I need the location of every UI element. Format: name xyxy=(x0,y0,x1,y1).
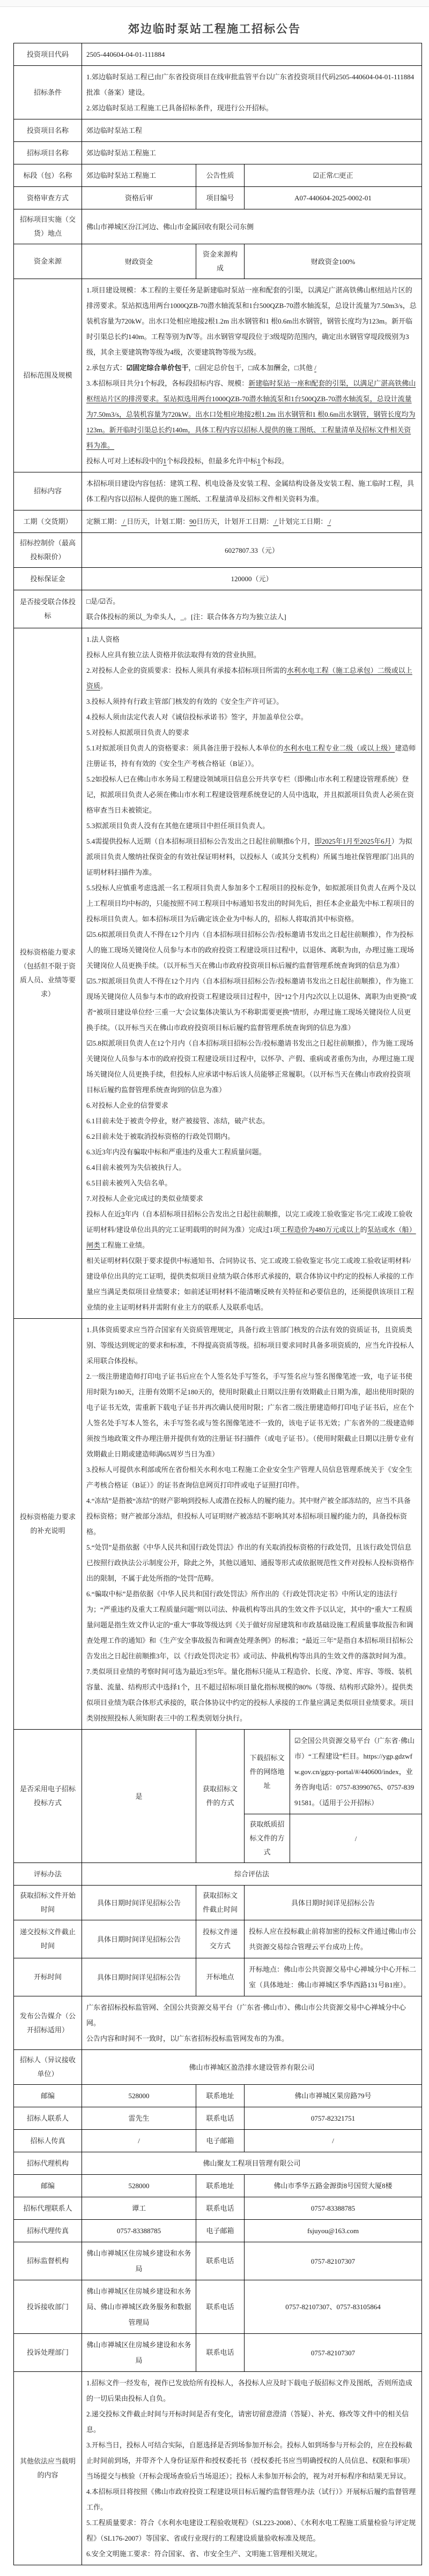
paragraph: 公告内容和时间不一致时，以广东省招标投标监管网发布的为准。 xyxy=(86,2034,289,2042)
table-row xyxy=(14,43,422,66)
consortium-bidding-label: 是否接受联合体投标 xyxy=(14,590,82,628)
paragraph: 6.2目前未处于被取消投标资格的行政处罚期内。 xyxy=(86,1132,235,1140)
tenderer-address-value: 佛山市禅城区果房路79号 xyxy=(245,2085,422,2107)
tender-content-value: 本招标项目建设内容包括：建筑工程、机电设备及安装工程、金属结构设备及安装工程、施工临时工程，具体工程内容以招标人提供的施工图纸、工程量清单及招标文件相关资料为准。 xyxy=(82,472,422,510)
tenderer-postcode-value: 528000 xyxy=(82,2085,196,2107)
bid-opening-location-label: 开标地点 xyxy=(196,1958,245,1996)
paragraph: 5.2如投标人已在佛山市水务局工程建设领域项目信息公开共享专栏（即佛山市水利工程建设管理系统）登记，拟派项目负责人必须在佛山市水利工程建设管理系统登记的人员中选取，并且拟派项目负责人必须在资格审查当日未被锁定。 xyxy=(86,775,415,814)
supervision-agency-value: 佛山市禅城区住房城乡建设和水务局 xyxy=(82,2242,196,2280)
tenderer-fax-value: / xyxy=(82,2130,196,2152)
paragraph: ☑5.7拟派项目负责人不得在12个月内（自本招标项目招标公告/投标邀请书发出之日起往前顺推），作为施工现场关键岗位人员参与本市的政府投资工程建设项目过程中，因“12个月内2次以上以退休、离职为由更换”或者“被项目建设单位经‘三重一大’会议集体决策认为不称职需要更换”情形，办理过施工现场关键岗位人员更换手续。（以开标当天在佛山市政府投资项目标后履约监督管理系统查询到的信息为准） xyxy=(86,977,417,1032)
table-row xyxy=(14,2334,422,2372)
agency-postcode-value: 528000 xyxy=(82,2175,196,2197)
announcement-media-label: 发布公告媒介（公开招标适用） xyxy=(14,1996,82,2050)
paragraph: 5.对投标人拟派项目负责人的要求 xyxy=(86,729,189,737)
tender-conditions-label: 招标条件 xyxy=(14,66,82,119)
bidder-qualification-requirements-label: 投标资格能力要求（包括但不限于资质人员、业绩等要求） xyxy=(14,628,82,1319)
paragraph: 3.开标当日，投标人可结合实际，自愿选择是否到场参加开标会。投标人如到场参与开标会的，应在投标截止时间前到场，并带齐个人身份证原件和授权委托书（授权委托书应当明确授权的人员信息、权限和事项）当场提交与核验（开标会现场查验后当场退还）；投标人未参加开标会的，视为对开标程序和结果无异议。 xyxy=(86,2441,415,2480)
table-row xyxy=(14,187,422,209)
paragraph: 5.1对拟派项目负责人的资格要求：须具备注册于投标人本单位的水利水电工程专业二级（或以上级）建造师注册证书，持有有效的《安全生产考核合格证（B证）》。 xyxy=(86,744,416,768)
tenderer-phone-value: 0757-82321751 xyxy=(245,2107,422,2130)
agency-address-value: 佛山市季华五路金源街8号国贸大厦8楼 xyxy=(245,2175,422,2197)
doc-acquisition-start-time-value: 具体日期时间详见招标公告 xyxy=(82,1886,196,1920)
paragraph: 2.一级注册建造师打印电子证书后应在个人签名处手写签名，手写签名应与签名图像笔迹一致，电子证书使用时限为180天，注册有效期不足180天的，使用时限截止日期以注册有效期截止日期为准，超出使用时限的电子证书无效，需重新下载电子证书并再次确认使用时限；广东省二级注册建造师打印电子证书后，应在个人签名处手写本人签名，未手写签名或与签名图像笔迹不一致的，该电子证书无效；广东省外的二级建造师须按当地政策文件办理注册并提供有效的注册证书扫描件（或电子证书）。（使用时限截止日期以注册专业有效期截止日期或建造师满65周岁当日为准） xyxy=(86,1372,415,1458)
paragraph: 7.对投标人企业完成过的类似业绩要求 xyxy=(86,1195,203,1203)
paragraph: 7.类似项目业绩的考察时间可选为最近3至5年。量化指标只能从工程造价、长度、净宽、库容、等级、装机容量、流量、结构形式中选择1个，且不超过招标项目量化指标规模的80%（等级、结构形式除外）。提供类似项目业绩为联合体形式承接的，联合体协议中约定的投标人承接的工作量应满足类似项目业绩要求。项目类别按照投标人须知附表三中的工程类别划分执行。 xyxy=(86,1668,415,1722)
bid-submission-method-value: 投标人应在投标截止前将加密的投标文件通过佛山市公共资源交易综合管理云平台成功上传。 xyxy=(245,1920,422,1958)
tenderer-email-value: / xyxy=(245,2130,422,2152)
agency-phone-label: 联系电话 xyxy=(196,2197,245,2220)
electronic-bidding-value: 是 xyxy=(82,1730,196,1863)
paragraph: 3.本招标项目共分1个标段，各标段招标内容、规模：新建临时泵站一座和配套的引渠，以满足广湛高铁佛山枢纽站片区的排涝要求。泵站拟选用两台1000QZB-70潜水轴流泵和1台500QZB-70潜水轴流泵，总设计流量为7.50m3/s，总装机容量为720kW。出水口处相应地接2根1.2m 出水钢管和1 根0.6m出水钢管，钢管长度均为123m。新开临时引渠总长约140m，具体工程内容以招标人提供的施工图纸、工程量清单及招标文件相关资料为准。 xyxy=(86,379,416,449)
download-url-value: ☑全国公共资源交易平台（广东省·佛山市）“工程建设”栏目。https://ygp.gdzwfw.gov.cn/ggzy-portal/#/440600/index，业务咨询电话：0757-83990765、0757-83991581。（适用于公开招标） xyxy=(290,1730,422,1814)
announcement-media-value xyxy=(82,1996,422,2050)
funding-source-composition-value: 财政资金100% xyxy=(245,244,422,279)
paragraph: □是/☑否。 xyxy=(86,597,120,605)
table-row xyxy=(14,2152,422,2175)
page-top-strip xyxy=(0,0,429,7)
paragraph: 联合体投标的须以_为牵头人，_。[注：联合体各方均为独立法人] xyxy=(86,613,286,621)
paragraph: 6.对投标人企业的信誉要求 xyxy=(86,1101,168,1109)
section-package-name-label: 标段（包）名称 xyxy=(14,164,82,187)
complaint-handling-dept-value: 佛山市禅城区住房城乡建设和水务局 xyxy=(82,2334,196,2372)
paragraph: 3.投标人须持有行政主管部门核发的有效的《安全生产许可证》。 xyxy=(86,697,284,705)
paragraph: 5.4需提供投标人近期（自本招标项目招标公告发出之日起往前顺推6个月，即2025年1月至2025年6月）为拟派项目负责人缴纳社保资金的有效社保证明材料，以投标人（或其分支机构）所属当地社保管理部门出具的证明材料扫描件为准。 xyxy=(86,837,415,876)
paragraph: 6.1目前未处于被责令停业，财产被接管、冻结，破产状态。 xyxy=(86,1117,270,1125)
section-package-name-value: 郊边临时泵站工程施工 xyxy=(82,164,196,187)
table-row xyxy=(14,1958,422,1996)
qualification-review-method-value: 资格后审 xyxy=(82,187,196,209)
paper-document-method-value: / xyxy=(290,1814,422,1863)
bid-opening-time-label: 开标时间 xyxy=(14,1958,82,1996)
table-row xyxy=(14,1886,422,1920)
tender-control-price-label: 招标控制价（最高投标限价） xyxy=(14,533,82,568)
table-row xyxy=(14,2130,422,2152)
table-row xyxy=(14,119,422,142)
table-row xyxy=(14,1319,422,1730)
agency-phone-value: 0757-83388785 xyxy=(245,2197,422,2220)
paragraph: 投标人可对上述标段中的1个标段投标，但最多允许中标1个标段。 xyxy=(86,457,289,465)
complaint-handling-phone-value: 0757-82107307 xyxy=(245,2334,422,2372)
tenderer-value: 佛山市禅城区盈浩排水建设管养有限公司 xyxy=(82,2050,422,2085)
download-url-label: 下载招标文件的网络地址 xyxy=(245,1730,290,1814)
tenderer-address-label: 联系地址 xyxy=(196,2085,245,2107)
table-row xyxy=(14,2220,422,2242)
paragraph: 1.法人资格 xyxy=(86,635,120,643)
announcement-nature-value: ☑正常/□更正 xyxy=(245,164,422,187)
paragraph: 5.工程质量要求：符合《水利水电建设工程验收规程》（SL223-2008）、《水利水电工程施工质量检验与评定规程》（SL176-2007）等国家、省或行业现行的工程建设质量验收标准及规范。 xyxy=(86,2519,416,2542)
paragraph: 广东省招标投标监管网、全国公共资源交易平台（广东省·佛山市）、佛山市公共资源交易中心禅城分中心网。 xyxy=(86,2003,406,2027)
consortium-bidding-value xyxy=(82,590,422,628)
funding-source-value: 财政资金 xyxy=(82,244,196,279)
table-row xyxy=(14,2085,422,2107)
tenderer-label: 招标人（异议接收单位） xyxy=(14,2050,82,2085)
paragraph: 6.3近3年内没有骗取中标和严重违约及重大工程质量问题。 xyxy=(86,1148,266,1156)
tender-scope-and-scale-label: 招标范围及规模 xyxy=(14,279,82,472)
table-row xyxy=(14,209,422,244)
table-row xyxy=(14,628,422,1319)
table-row xyxy=(14,2280,422,2334)
table-row xyxy=(14,2050,422,2085)
paper-document-method-label: 获取纸质招标文件的方式 xyxy=(245,1814,290,1863)
table-row xyxy=(14,590,422,628)
tender-project-name-value: 郊边临时泵站工程施工 xyxy=(82,142,422,164)
electronic-bidding-label: 是否采用电子招标投标方式 xyxy=(14,1730,82,1863)
supervision-agency-label: 招标监督机构 xyxy=(14,2242,82,2280)
investment-project-name-label: 投资项目名称 xyxy=(14,119,82,142)
paragraph: 投标人应具有独立法人资格并依法取得有效的营业执照。 xyxy=(86,651,261,659)
supervision-phone-value: 0757-82107307 xyxy=(245,2242,422,2280)
tenderer-email-label: 电子邮箱 xyxy=(196,2130,245,2152)
investment-project-code-value: 2505-440604-04-01-111884 xyxy=(82,43,422,66)
qualification-review-method-label: 资格审查方式 xyxy=(14,187,82,209)
paragraph: 5.3拟派项目负责人没有在其他在建项目中担任项目负责人。 xyxy=(86,822,270,830)
paragraph: 6.“骗取中标”是指依据《中华人民共和国行政处罚法》所作出的《行政处罚决定书》中所认定的违法行为；“严重违约及重大工程质量问题”则以司法、仲裁机构等出具的生效文件予以认定，其中的“重大”工程质量问题是指生效文件认定的“重大”事故等级达到《关于做好房屋建筑和市政基础设施工程质量事故报告和调查处理工作的通知》和《生产安全事故报告和调查处理条例》的标准；“最近三年”是指自本招标项目招标公告发出之日起往前顺推3年，以《行政处罚决定书》或司法、仲裁机构等出具的生效文件的落款时间为准。 xyxy=(86,1590,413,1660)
implementation-delivery-location-value: 佛山市禅城区汾江河边、佛山市金属回收有限公司东侧 xyxy=(82,209,422,244)
bid-submission-method-label: 投标文件递交方式 xyxy=(196,1920,245,1958)
complaint-receiving-phone-value: 0757-82107307、0757-83105864 xyxy=(245,2280,422,2334)
bid-submission-deadline-value: 具体日期时间详见招标公告 xyxy=(82,1920,196,1958)
complaint-receiving-dept-value: 佛山市禅城区住房城乡建设和水务局、佛山市禅城区政务服务和数据管理局 xyxy=(82,2280,196,2334)
tenderer-phone-label: 联系电话 xyxy=(196,2107,245,2130)
doc-acquisition-deadline-label: 获取招标文件截止时间 xyxy=(196,1886,245,1920)
paragraph: 1.招标文件一经发布，视作已发放给所有投标人，各投标人应及时下载电子版招标文件及图纸，否则所造成的一切后果由投标人自负。 xyxy=(86,2379,412,2402)
table-row xyxy=(14,2372,422,2565)
qualification-supplementary-notes-value xyxy=(82,1319,422,1730)
funding-source-composition-label: 资金来源构成 xyxy=(196,244,245,279)
tender-conditions-value xyxy=(82,66,422,119)
agency-contact-label: 招标代理联系人 xyxy=(14,2197,82,2220)
paragraph: 1.具体资质要求应当符合国家有关资质管理规定，具备行政主管部门核发的合法有效的资质证书，且资质类别、等级达到规定的要求和标准，不得提高资质等级。招标项目要求同时具备多项资质的，应当允许投标人采用联合体投标。 xyxy=(86,1326,415,1365)
tenderer-postcode-label: 邮编 xyxy=(14,2085,82,2107)
paragraph: 6.安全文明施工要求：符合国家、省、市安全生产、文明施工管理相关规定。 xyxy=(86,2550,322,2558)
investment-project-code-label: 投资项目代码 xyxy=(14,43,82,66)
table-row xyxy=(14,533,422,568)
paragraph: 2.承包方式：☑固定综合单价包干，□固定总价包干，□成本加酬金，□其他 / xyxy=(86,364,316,372)
tender-scope-and-scale-value xyxy=(82,279,422,472)
table-row xyxy=(14,164,422,187)
table-row xyxy=(14,244,422,279)
bid-bond-label: 投标保证金 xyxy=(14,568,82,590)
project-number-label: 项目编号 xyxy=(196,187,245,209)
tender-project-name-label: 招标项目名称 xyxy=(14,142,82,164)
table-row xyxy=(14,2107,422,2130)
paragraph: 6.4目前未被列为失信被执行人。 xyxy=(86,1163,186,1171)
tenderer-contact-label: 招标人联系人 xyxy=(14,2107,82,2130)
tender-agency-label: 招标代理机构 xyxy=(14,2152,82,2175)
announcement-nature-label: 公告性质 xyxy=(196,164,245,187)
bid-opening-location-value: 开标地点：佛山市公共资源交易中心禅城分中心开标二室（具体地址：佛山市禅城区季华西路131号B1座）。 xyxy=(245,1958,422,1996)
agency-fax-label: 招标代理传真 xyxy=(14,2220,82,2242)
table-row xyxy=(14,1863,422,1886)
table-row xyxy=(14,1996,422,2050)
qualification-supplementary-notes-label: 投标资格能力要求的补充说明 xyxy=(14,1319,82,1730)
tender-announcement-table xyxy=(13,43,422,2565)
paragraph: 相关证明材料仅限于要求提供中标通知书、合同协议书、完工或竣工验收鉴定书/完工或竣工验收证明材料/建设单位出具的完工证明，提供类似项目业绩为联合体形式承接的，联合体协议中约定的投标人承接的工作量应当满足类似项目业绩要求；如前述证明材料不能清晰反映有关特征和必要信息的，还须提供该项目工程业绩的业主证明材料并需附有业主方的联系人及联系电话。 xyxy=(86,1257,415,1311)
complaint-receiving-phone-label: 联系电话 xyxy=(196,2280,245,2334)
complaint-handling-dept-label: 投诉处理部门 xyxy=(14,2334,82,2372)
agency-contact-value: 谭工 xyxy=(82,2197,196,2220)
paragraph: 4.“冻结”是指被“冻结”的财产影响到投标人或潜在投标人的履约能力。其中财产被全部冻结的，应当不具备投标资格；财产被部分冻结，但投标人可证明财产被冻结不影响其对本招标项目履约能力的，具备投标资格。 xyxy=(86,1497,411,1536)
doc-acquisition-start-time-label: 获取招标文件开始时间 xyxy=(14,1886,82,1920)
agency-email-value: fsjuyou@163.com xyxy=(245,2220,422,2242)
paragraph: 1.项目建设规模：本工程的主要任务是新建临时泵站一座和配套的引渠，以满足广湛高铁佛山枢纽站片区的排涝要求。泵站拟选用两台1000QZB-70潜水轴流泵和1台500QZB-70潜水轴流泵，总设计流量为7.50m3/s，总装机容量为720kW。出水口处相应地接2根1.2m 出水钢管和1 根0.6m出水钢管，钢管长度均为123m。新开临时引渠总长约140m。工程等别为Ⅳ等。出水钢管穿堤段位于3级堤防范围内，确定出水钢管穿堤段级别为3级，其余主要建筑物等级为4级，次要建筑物等级为5级。 xyxy=(86,286,417,356)
table-row xyxy=(14,1920,422,1958)
tenderer-fax-label: 招标人传真 xyxy=(14,2130,82,2152)
paragraph: 4.本招标项目将按照《佛山市政府投资工程建设项目标后履约监督管理办法（试行）》开展标后履约监督管理工作。 xyxy=(86,2488,416,2511)
project-number-value: A07-440604-2025-0002-01 xyxy=(245,187,422,209)
paragraph: 5.“处罚”是指依据《中华人民共和国行政处罚法》作出的有关取消投标资格的行政处罚，且该行政处罚信息已按照行政执法公示制度公开，除此之外，其他以通知、通报等形式或依据规范性文件对投标人投标资格作出的限制，不属于此处所指的“处罚”范畴。 xyxy=(86,1543,415,1582)
paragraph: 2.递交投标文件截止时间与开标时间是否有变化，请密切留意澄清（答疑）、补充、修改等文件中的相关信息。 xyxy=(86,2410,409,2434)
construction-period-value: 定额工期： / 日历天，计划工期：90日历天，计划开工日期： / 计划完工日期： / xyxy=(82,510,422,533)
table-row xyxy=(14,472,422,510)
evaluation-method-label: 评标办法 xyxy=(14,1863,82,1886)
bid-bond-value: 120000（元） xyxy=(82,568,422,590)
doc-acquisition-deadline-value: 具体日期时间详见招标公告 xyxy=(245,1886,422,1920)
evaluation-method-value: 综合评估法 xyxy=(82,1863,422,1886)
paragraph: ☑5.8拟派项目负责人在12个月内（自本招标项目招标公告/投标邀请书发出之日起往前顺推），作为施工现场关键岗位人员参与本市的政府投资工程建设项目过程中，以怀孕、产假、重病或者重伤为由，办理过施工现场关键岗位人员更换手续，但投标人应承诺中标后该人员能够正常履职。（以开标当天在佛山市政府投资项目标后履约监督管理系统查询到的信息为准） xyxy=(86,1039,415,1094)
other-required-content-value xyxy=(82,2372,422,2565)
agency-postcode-label: 邮编 xyxy=(14,2175,82,2197)
agency-address-label: 联系地址 xyxy=(196,2175,245,2197)
agency-fax-value: 0757-83388785 xyxy=(82,2220,196,2242)
paragraph: 5.5投标人应慎重考虑选派一名工程项目负责人参加多个工程项目的投标竞争，如拟派项目负责人在两个及以上工程项目均中标的，只能按照不同工程项目中标通知书发出的时间先后，担任本企业最先中标工程项目的投标项目负责人。如本招标项目为后确定该企业为中标人的，招标人将取消其中标资格。 xyxy=(86,884,416,923)
document-acquisition-method-label: 获取招标文件的方式 xyxy=(196,1730,245,1863)
construction-period-label: 工期（交货期） xyxy=(14,510,82,533)
page-title: 郊边临时泵站工程施工招标公告 xyxy=(128,22,301,35)
table-row xyxy=(14,66,422,119)
table-row xyxy=(14,568,422,590)
paragraph: 投标人在近3年内（自本招标项目招标公告发出之日起往前顺推，以完工或竣工验收鉴定书/完工或竣工验收证明材料/建设单位出具的完工证明载明的时间为准）完成过1项工程造价为480万元或以上的泵站或水（船）闸类工程施工业绩。 xyxy=(86,1210,416,1249)
tenderer-contact-value: 雷先生 xyxy=(82,2107,196,2130)
paragraph: 4.投标人须由法定代表人对《诚信投标承诺书》签字，并加盖单位公章。 xyxy=(86,713,308,721)
paragraph: ☑5.6拟派项目负责人不得在12个月内（自本招标项目招标公告/投标邀请书发出之日起往前顺推），作为投标人的施工现场关键岗位人员参与本市的政府投资工程建设项目过程中，以退休、离职为由，办理过施工现场关键岗位人员更换手续。（以开标当天在佛山市政府投资项目标后履约监督管理系统查询到的信息为准） xyxy=(86,930,415,970)
funding-source-label: 资金来源 xyxy=(14,244,82,279)
complaint-handling-phone-label: 联系电话 xyxy=(196,2334,245,2372)
tender-content-label: 招标内容 xyxy=(14,472,82,510)
tender-control-price-value: 6027807.33（元） xyxy=(82,533,422,568)
table-row xyxy=(14,2175,422,2197)
paragraph: 6.5目前未被列入失信名单。 xyxy=(86,1179,172,1187)
paragraph: 2.对投标人企业的资质要求：投标人须具有承接本招标项目所需的水利水电工程（施工总承包）二级或以上资质。 xyxy=(86,666,412,690)
bid-opening-time-value: 具体日期时间详见招标公告 xyxy=(82,1958,196,1996)
implementation-delivery-location-label: 招标项目实施（交货）地点 xyxy=(14,209,82,244)
tender-agency-value: 佛山聚友工程项目管理有限公司 xyxy=(82,2152,422,2175)
complaint-receiving-dept-label: 投诉接收部门 xyxy=(14,2280,82,2334)
table-row xyxy=(14,2197,422,2220)
table-row xyxy=(14,510,422,533)
agency-email-label: 电子邮箱 xyxy=(196,2220,245,2242)
table-row xyxy=(14,2242,422,2280)
supervision-phone-label: 联系电话 xyxy=(196,2242,245,2280)
other-required-content-label: 其他依法应当载明的内容 xyxy=(14,2372,82,2565)
investment-project-name-value: 郊边临时泵站工程 xyxy=(82,119,422,142)
table-row xyxy=(14,142,422,164)
table-row xyxy=(14,279,422,472)
bid-submission-deadline-label: 递交投标文件截止时间 xyxy=(14,1920,82,1958)
paragraph: 2.郊边临时泵站工程施工已具备招标条件，现进行公开招标。 xyxy=(86,104,273,112)
table-row xyxy=(14,1730,422,1814)
bidder-qualification-requirements-value xyxy=(82,628,422,1319)
paragraph: 3.投标人可提供水利部或所在省份相关水利水电工程施工企业安全生产管理人员信息管理系统关于《安全生产考核合格证（B证）》的证书查询信息网页打印件或电子证照打印件。 xyxy=(86,1466,412,1489)
paragraph: 1.郊边临时泵站工程已由广东省投资项目在线审批监管平台以广东省投资项目代码2505-440604-04-01-111884批准（备案）建设。 xyxy=(86,73,415,96)
